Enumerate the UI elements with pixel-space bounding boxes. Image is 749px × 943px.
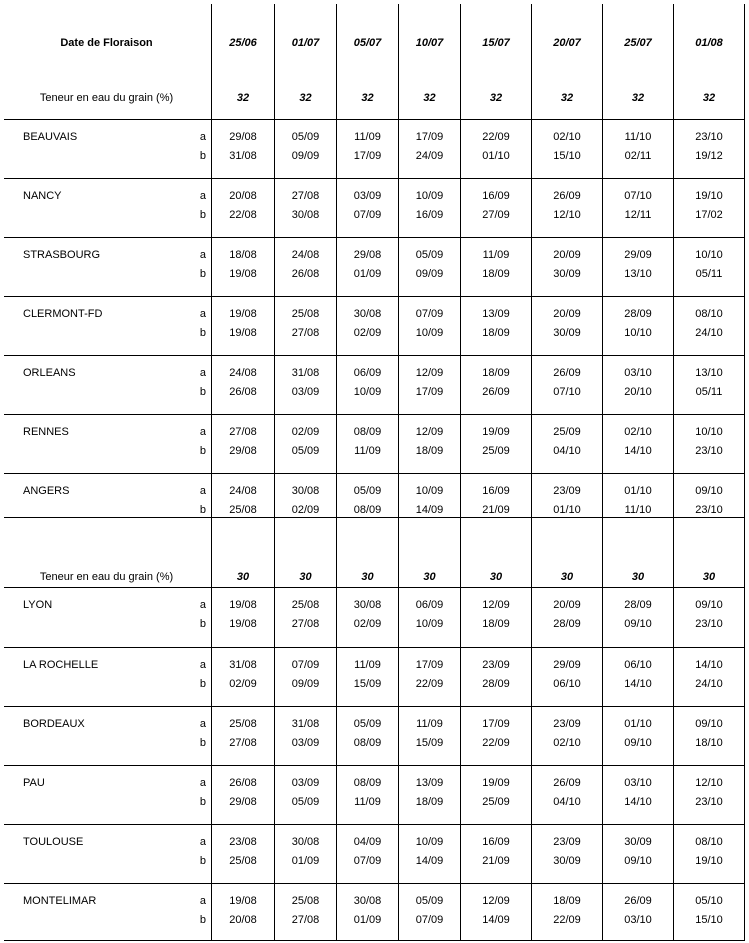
row-label-b: b bbox=[199, 386, 206, 398]
date-cell-a: 05/09 bbox=[291, 131, 320, 143]
date-cell-a: 24/08 bbox=[229, 367, 257, 379]
date-cell-a: 11/09 bbox=[482, 249, 510, 261]
date-cell-b: 10/09 bbox=[415, 618, 444, 630]
date-cell-a: 26/09 bbox=[553, 777, 581, 789]
date-cell-b: 07/09 bbox=[353, 855, 382, 867]
date-cell-a: 23/10 bbox=[695, 131, 723, 143]
date-cell-b: 30/09 bbox=[553, 855, 581, 867]
date-cell-b: 14/10 bbox=[624, 678, 652, 690]
moisture-value: 30 bbox=[702, 571, 716, 583]
date-cell-a: 13/09 bbox=[415, 777, 444, 789]
date-cell-a: 27/08 bbox=[229, 426, 257, 438]
date-cell-a: 01/10 bbox=[624, 718, 652, 730]
date-cell-a: 25/09 bbox=[553, 426, 581, 438]
date-cell-a: 23/09 bbox=[482, 659, 510, 671]
grid-hline bbox=[4, 237, 745, 238]
city-name: TOULOUSE bbox=[23, 836, 84, 848]
date-cell-a: 08/10 bbox=[695, 308, 723, 320]
date-cell-b: 23/10 bbox=[695, 618, 723, 630]
date-cell-b: 03/09 bbox=[291, 386, 320, 398]
grid-hline bbox=[4, 296, 745, 297]
date-cell-a: 18/09 bbox=[482, 367, 510, 379]
moisture-value: 32 bbox=[361, 92, 374, 104]
header-date: 05/07 bbox=[353, 37, 382, 49]
moisture-value: 32 bbox=[489, 92, 503, 104]
date-cell-a: 16/09 bbox=[482, 485, 510, 497]
date-cell-b: 10/09 bbox=[415, 327, 444, 339]
date-cell-a: 28/09 bbox=[624, 308, 652, 320]
header-date: 25/06 bbox=[229, 37, 257, 49]
date-cell-b: 25/09 bbox=[482, 796, 510, 808]
date-cell-b: 28/09 bbox=[553, 618, 581, 630]
date-cell-b: 06/10 bbox=[553, 678, 581, 690]
date-cell-b: 01/10 bbox=[482, 150, 510, 162]
date-cell-a: 28/09 bbox=[624, 599, 652, 611]
date-cell-b: 09/09 bbox=[291, 150, 320, 162]
date-cell-b: 10/09 bbox=[353, 386, 382, 398]
moisture-value: 30 bbox=[560, 571, 574, 583]
row-label-b: b bbox=[199, 504, 206, 516]
date-cell-b: 29/08 bbox=[229, 796, 257, 808]
date-cell-a: 17/09 bbox=[482, 718, 510, 730]
date-cell-b: 11/09 bbox=[354, 445, 381, 457]
date-cell-a: 07/09 bbox=[291, 659, 320, 671]
date-cell-a: 11/09 bbox=[354, 131, 381, 143]
date-cell-a: 10/09 bbox=[415, 190, 444, 202]
date-cell-b: 02/09 bbox=[353, 618, 382, 630]
date-cell-a: 16/09 bbox=[482, 836, 510, 848]
city-name: PAU bbox=[23, 777, 45, 789]
date-cell-a: 02/10 bbox=[553, 131, 581, 143]
date-cell-b: 01/09 bbox=[353, 268, 382, 280]
date-cell-a: 30/08 bbox=[353, 895, 382, 907]
date-cell-a: 06/09 bbox=[353, 367, 382, 379]
date-cell-b: 25/08 bbox=[229, 855, 257, 867]
date-cell-b: 18/09 bbox=[415, 796, 444, 808]
date-cell-b: 16/09 bbox=[415, 209, 444, 221]
date-cell-b: 31/08 bbox=[229, 150, 257, 162]
date-cell-b: 23/10 bbox=[695, 504, 723, 516]
moisture-value: 30 bbox=[631, 571, 645, 583]
grid-hline bbox=[4, 119, 745, 120]
grid-hline bbox=[4, 647, 745, 648]
date-cell-a: 08/10 bbox=[695, 836, 723, 848]
date-cell-b: 14/09 bbox=[482, 914, 510, 926]
date-cell-b: 11/09 bbox=[354, 796, 381, 808]
date-cell-a: 05/09 bbox=[415, 895, 444, 907]
date-cell-a: 10/09 bbox=[415, 485, 444, 497]
moisture-value: 30 bbox=[361, 571, 374, 583]
date-cell-a: 30/08 bbox=[353, 308, 382, 320]
date-cell-a: 05/10 bbox=[695, 895, 723, 907]
header-date: 20/07 bbox=[553, 37, 581, 49]
row-label-a: a bbox=[199, 836, 206, 848]
moisture-label: Teneur en eau du grain (%) bbox=[39, 571, 174, 583]
date-cell-a: 03/09 bbox=[353, 190, 382, 202]
moisture-value: 30 bbox=[489, 571, 503, 583]
row-label-b: b bbox=[199, 209, 206, 221]
date-cell-b: 20/10 bbox=[624, 386, 652, 398]
date-cell-a: 18/09 bbox=[553, 895, 581, 907]
date-cell-a: 20/09 bbox=[553, 599, 581, 611]
moisture-value: 30 bbox=[299, 571, 312, 583]
row-label-a: a bbox=[199, 485, 206, 497]
date-cell-a: 19/08 bbox=[229, 895, 257, 907]
date-cell-b: 08/09 bbox=[353, 737, 382, 749]
city-name: LYON bbox=[23, 599, 53, 611]
row-label-a: a bbox=[199, 190, 206, 202]
date-cell-a: 31/08 bbox=[291, 367, 320, 379]
date-cell-a: 13/09 bbox=[482, 308, 510, 320]
date-cell-a: 23/09 bbox=[553, 485, 581, 497]
date-cell-a: 29/09 bbox=[624, 249, 652, 261]
date-cell-a: 30/08 bbox=[353, 599, 382, 611]
grid-hline-bottom bbox=[4, 940, 745, 941]
date-cell-a: 09/10 bbox=[695, 599, 723, 611]
date-cell-b: 30/09 bbox=[553, 268, 581, 280]
date-cell-a: 06/10 bbox=[624, 659, 652, 671]
date-cell-a: 12/09 bbox=[415, 367, 444, 379]
row-label-a: a bbox=[199, 718, 206, 730]
date-cell-b: 13/10 bbox=[624, 268, 652, 280]
moisture-label: Teneur en eau du grain (%) bbox=[39, 92, 174, 104]
date-cell-b: 27/08 bbox=[229, 737, 257, 749]
date-cell-b: 14/09 bbox=[415, 504, 444, 516]
date-cell-a: 26/08 bbox=[229, 777, 257, 789]
date-cell-a: 12/09 bbox=[415, 426, 444, 438]
date-cell-a: 02/09 bbox=[291, 426, 320, 438]
date-cell-b: 08/09 bbox=[353, 504, 382, 516]
date-cell-b: 18/09 bbox=[415, 445, 444, 457]
date-cell-b: 15/10 bbox=[695, 914, 723, 926]
date-cell-b: 02/09 bbox=[229, 678, 257, 690]
date-cell-a: 14/10 bbox=[695, 659, 723, 671]
date-cell-b: 19/08 bbox=[229, 327, 257, 339]
date-cell-b: 01/09 bbox=[353, 914, 382, 926]
date-cell-b: 27/09 bbox=[482, 209, 510, 221]
date-cell-a: 12/09 bbox=[482, 599, 510, 611]
date-cell-b: 19/10 bbox=[695, 855, 723, 867]
date-cell-b: 26/08 bbox=[291, 268, 320, 280]
date-cell-a: 17/09 bbox=[415, 131, 444, 143]
date-cell-b: 17/02 bbox=[695, 209, 723, 221]
header-title: Date de Floraison bbox=[60, 37, 153, 49]
date-cell-a: 26/09 bbox=[553, 190, 581, 202]
date-cell-b: 22/09 bbox=[482, 737, 510, 749]
date-cell-a: 30/09 bbox=[624, 836, 652, 848]
date-cell-a: 24/08 bbox=[229, 485, 257, 497]
date-cell-a: 23/09 bbox=[553, 836, 581, 848]
date-cell-a: 12/09 bbox=[482, 895, 510, 907]
date-cell-a: 11/10 bbox=[624, 131, 652, 143]
date-cell-a: 19/09 bbox=[482, 777, 510, 789]
date-cell-a: 07/09 bbox=[415, 308, 444, 320]
moisture-value: 32 bbox=[702, 92, 716, 104]
date-cell-a: 11/09 bbox=[416, 718, 443, 730]
row-label-a: a bbox=[199, 367, 206, 379]
date-cell-b: 02/09 bbox=[291, 504, 320, 516]
date-cell-b: 22/09 bbox=[415, 678, 444, 690]
date-cell-b: 20/08 bbox=[229, 914, 257, 926]
moisture-value: 32 bbox=[560, 92, 574, 104]
row-label-b: b bbox=[199, 855, 206, 867]
date-cell-b: 19/08 bbox=[229, 268, 257, 280]
date-cell-a: 29/08 bbox=[229, 131, 257, 143]
date-cell-b: 19/12 bbox=[695, 150, 723, 162]
moisture-value: 30 bbox=[423, 571, 436, 583]
date-cell-b: 17/09 bbox=[415, 386, 444, 398]
moisture-value: 32 bbox=[299, 92, 312, 104]
date-cell-b: 14/10 bbox=[624, 445, 652, 457]
date-cell-b: 22/08 bbox=[229, 209, 257, 221]
grid-hline bbox=[4, 178, 745, 179]
date-cell-b: 09/09 bbox=[291, 678, 320, 690]
date-cell-a: 30/08 bbox=[291, 836, 320, 848]
row-label-b: b bbox=[199, 268, 206, 280]
row-label-b: b bbox=[199, 678, 206, 690]
city-name: MONTELIMAR bbox=[23, 895, 97, 907]
row-label-a: a bbox=[199, 895, 206, 907]
date-cell-b: 07/09 bbox=[415, 914, 444, 926]
date-cell-b: 02/09 bbox=[353, 327, 382, 339]
grid-hline bbox=[4, 473, 745, 474]
date-cell-a: 09/10 bbox=[695, 718, 723, 730]
date-cell-b: 28/09 bbox=[482, 678, 510, 690]
city-name: STRASBOURG bbox=[23, 249, 101, 261]
date-cell-a: 22/09 bbox=[482, 131, 510, 143]
row-label-b: b bbox=[199, 796, 206, 808]
header-date: 01/07 bbox=[291, 37, 320, 49]
date-cell-b: 17/09 bbox=[353, 150, 382, 162]
date-cell-a: 13/10 bbox=[695, 367, 723, 379]
date-cell-a: 26/09 bbox=[624, 895, 652, 907]
row-label-a: a bbox=[199, 659, 206, 671]
city-name: LA ROCHELLE bbox=[23, 659, 99, 671]
date-cell-a: 29/08 bbox=[353, 249, 382, 261]
date-cell-a: 25/08 bbox=[229, 718, 257, 730]
date-cell-a: 30/08 bbox=[291, 485, 320, 497]
header-date: 25/07 bbox=[624, 37, 652, 49]
date-cell-a: 09/10 bbox=[695, 485, 723, 497]
date-cell-a: 23/08 bbox=[229, 836, 257, 848]
date-cell-a: 10/10 bbox=[695, 426, 723, 438]
date-cell-b: 18/10 bbox=[695, 737, 723, 749]
date-cell-a: 19/08 bbox=[229, 308, 257, 320]
header-date: 01/08 bbox=[695, 37, 723, 49]
moisture-value: 30 bbox=[236, 571, 250, 583]
grid-hline bbox=[4, 414, 745, 415]
city-name: CLERMONT-FD bbox=[23, 308, 103, 320]
date-cell-a: 20/09 bbox=[553, 249, 581, 261]
moisture-value: 32 bbox=[631, 92, 645, 104]
date-cell-b: 04/10 bbox=[553, 445, 581, 457]
date-cell-b: 02/10 bbox=[553, 737, 581, 749]
date-cell-a: 31/08 bbox=[291, 718, 320, 730]
row-label-b: b bbox=[199, 737, 206, 749]
date-cell-b: 01/09 bbox=[291, 855, 320, 867]
row-label-a: a bbox=[199, 249, 206, 261]
date-cell-b: 10/10 bbox=[624, 327, 652, 339]
date-cell-a: 19/10 bbox=[695, 190, 723, 202]
date-cell-a: 24/08 bbox=[291, 249, 320, 261]
header-date: 10/07 bbox=[415, 37, 444, 49]
city-name: RENNES bbox=[23, 426, 69, 438]
date-cell-b: 27/08 bbox=[291, 914, 320, 926]
date-cell-b: 18/09 bbox=[482, 618, 510, 630]
date-cell-a: 08/09 bbox=[353, 777, 382, 789]
date-cell-b: 25/08 bbox=[229, 504, 257, 516]
date-cell-b: 18/09 bbox=[482, 268, 510, 280]
date-cell-a: 18/08 bbox=[229, 249, 257, 261]
date-cell-b: 07/10 bbox=[553, 386, 581, 398]
date-cell-b: 14/10 bbox=[624, 796, 652, 808]
date-cell-a: 11/09 bbox=[354, 659, 381, 671]
date-cell-a: 05/09 bbox=[415, 249, 444, 261]
city-name: NANCY bbox=[23, 190, 62, 202]
date-cell-b: 05/09 bbox=[291, 445, 320, 457]
row-label-b: b bbox=[199, 327, 206, 339]
date-cell-a: 10/10 bbox=[695, 249, 723, 261]
grid-hline bbox=[4, 517, 745, 518]
date-cell-a: 25/08 bbox=[291, 895, 320, 907]
date-cell-a: 02/10 bbox=[624, 426, 652, 438]
date-cell-b: 09/10 bbox=[624, 618, 652, 630]
date-cell-b: 24/10 bbox=[695, 678, 723, 690]
date-cell-b: 30/09 bbox=[553, 327, 581, 339]
date-cell-a: 06/09 bbox=[415, 599, 444, 611]
date-cell-a: 03/09 bbox=[291, 777, 320, 789]
grid-hline bbox=[4, 587, 745, 588]
date-cell-a: 25/08 bbox=[291, 599, 320, 611]
city-name: BEAUVAIS bbox=[23, 131, 78, 143]
date-cell-b: 03/10 bbox=[624, 914, 652, 926]
city-name: ANGERS bbox=[23, 485, 70, 497]
date-cell-b: 15/09 bbox=[353, 678, 382, 690]
date-cell-b: 27/08 bbox=[291, 327, 320, 339]
date-cell-b: 01/10 bbox=[553, 504, 581, 516]
date-cell-a: 16/09 bbox=[482, 190, 510, 202]
date-cell-a: 19/09 bbox=[482, 426, 510, 438]
date-cell-b: 12/11 bbox=[624, 209, 652, 221]
date-cell-b: 12/10 bbox=[553, 209, 581, 221]
moisture-value: 32 bbox=[236, 92, 250, 104]
date-cell-a: 04/09 bbox=[353, 836, 382, 848]
row-label-a: a bbox=[199, 599, 206, 611]
date-cell-b: 09/09 bbox=[415, 268, 444, 280]
date-cell-a: 07/10 bbox=[624, 190, 652, 202]
date-cell-b: 19/08 bbox=[229, 618, 257, 630]
date-cell-a: 20/08 bbox=[229, 190, 257, 202]
grid-hline bbox=[4, 706, 745, 707]
date-cell-b: 29/08 bbox=[229, 445, 257, 457]
row-label-a: a bbox=[199, 131, 206, 143]
date-cell-a: 26/09 bbox=[553, 367, 581, 379]
date-cell-a: 25/08 bbox=[291, 308, 320, 320]
date-cell-a: 23/09 bbox=[553, 718, 581, 730]
date-cell-b: 26/09 bbox=[482, 386, 510, 398]
city-name: ORLEANS bbox=[23, 367, 76, 379]
date-cell-b: 24/09 bbox=[415, 150, 444, 162]
date-cell-a: 05/09 bbox=[353, 485, 382, 497]
date-cell-a: 19/08 bbox=[229, 599, 257, 611]
row-label-b: b bbox=[199, 150, 206, 162]
date-cell-b: 09/10 bbox=[624, 855, 652, 867]
row-label-b: b bbox=[199, 445, 206, 457]
date-cell-b: 25/09 bbox=[482, 445, 510, 457]
grid-hline bbox=[4, 355, 745, 356]
date-cell-b: 02/11 bbox=[624, 150, 652, 162]
row-label-a: a bbox=[199, 426, 206, 438]
date-cell-b: 15/10 bbox=[553, 150, 581, 162]
date-cell-a: 08/09 bbox=[353, 426, 382, 438]
city-name: BORDEAUX bbox=[23, 718, 85, 730]
date-cell-b: 03/09 bbox=[291, 737, 320, 749]
date-cell-b: 24/10 bbox=[695, 327, 723, 339]
date-cell-a: 03/10 bbox=[624, 367, 652, 379]
date-cell-b: 15/09 bbox=[415, 737, 444, 749]
date-cell-b: 07/09 bbox=[353, 209, 382, 221]
date-cell-a: 12/10 bbox=[695, 777, 723, 789]
date-cell-b: 30/08 bbox=[291, 209, 320, 221]
date-cell-b: 26/08 bbox=[229, 386, 257, 398]
date-cell-a: 20/09 bbox=[553, 308, 581, 320]
row-label-a: a bbox=[199, 308, 206, 320]
grid-hline bbox=[4, 765, 745, 766]
grid-hline bbox=[4, 824, 745, 825]
date-cell-b: 05/11 bbox=[695, 386, 723, 398]
date-cell-b: 21/09 bbox=[482, 855, 510, 867]
date-cell-a: 17/09 bbox=[415, 659, 444, 671]
grid-hline bbox=[4, 883, 745, 884]
date-cell-a: 29/09 bbox=[553, 659, 581, 671]
date-cell-b: 23/10 bbox=[695, 445, 723, 457]
date-cell-b: 05/09 bbox=[291, 796, 320, 808]
date-cell-a: 03/10 bbox=[624, 777, 652, 789]
date-cell-b: 21/09 bbox=[482, 504, 510, 516]
date-cell-b: 04/10 bbox=[553, 796, 581, 808]
date-cell-b: 27/08 bbox=[291, 618, 320, 630]
date-cell-a: 27/08 bbox=[291, 190, 320, 202]
date-cell-a: 05/09 bbox=[353, 718, 382, 730]
date-cell-a: 31/08 bbox=[229, 659, 257, 671]
date-cell-b: 23/10 bbox=[695, 796, 723, 808]
header-date: 15/07 bbox=[482, 37, 510, 49]
row-label-b: b bbox=[199, 914, 206, 926]
date-cell-a: 01/10 bbox=[624, 485, 652, 497]
date-cell-b: 11/10 bbox=[624, 504, 652, 516]
date-cell-a: 10/09 bbox=[415, 836, 444, 848]
moisture-value: 32 bbox=[423, 92, 436, 104]
row-label-b: b bbox=[199, 618, 206, 630]
date-cell-b: 09/10 bbox=[624, 737, 652, 749]
date-cell-b: 05/11 bbox=[695, 268, 723, 280]
date-cell-b: 18/09 bbox=[482, 327, 510, 339]
date-cell-b: 14/09 bbox=[415, 855, 444, 867]
date-cell-b: 22/09 bbox=[553, 914, 581, 926]
row-label-a: a bbox=[199, 777, 206, 789]
